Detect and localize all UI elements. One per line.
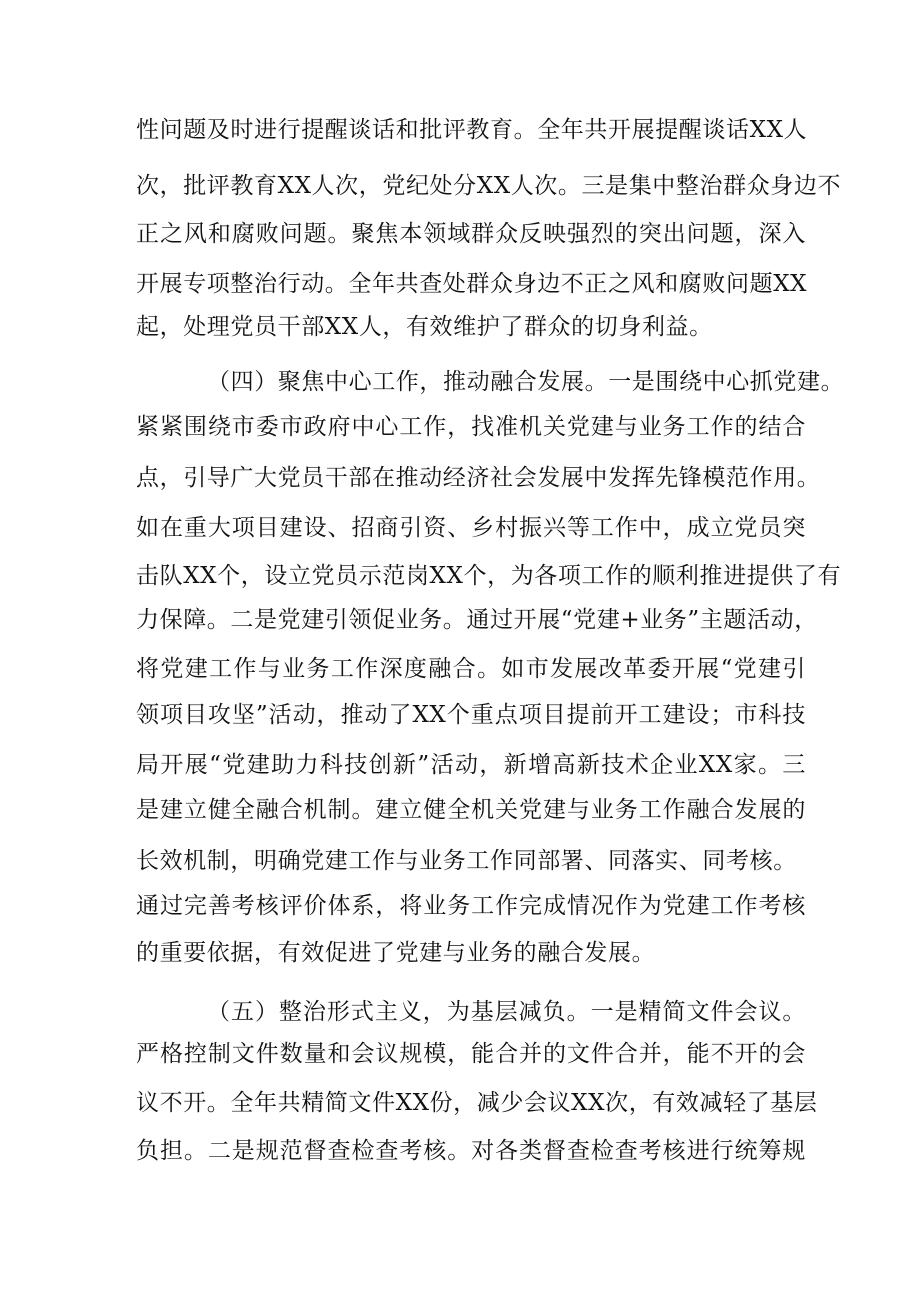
paragraph-line: 点，引导广大党员干部在推动经济社会发展中发挥先锋模范作用。 <box>136 465 821 491</box>
paragraph-line: 的重要依据，有效促进了党建与业务的融合发展。 <box>136 940 656 966</box>
paragraph-line: 起，处理党员干部XX人，有效维护了群众的切身利益。 <box>136 314 713 340</box>
section-heading-five: （五）整治形式主义，为基层减负。一是精简文件会议。 <box>207 999 806 1025</box>
paragraph-line: 如在重大项目建设、招商引资、乡村振兴等工作中，成立党员突 <box>136 515 806 541</box>
paragraph-line: 通过完善考核评价体系，将业务工作完成情况作为党建工作考核 <box>136 893 806 919</box>
paragraph-line: 严格控制文件数量和会议规模，能合并的文件合并，能不开的会 <box>136 1041 806 1067</box>
section-heading-four: （四）聚焦中心工作，推动融合发展。一是围绕中心抓党建。 <box>207 369 845 395</box>
paragraph-line: 局开展“党建助力科技创新”活动，新增高新技术企业XX家。三 <box>136 752 806 778</box>
paragraph-line: 性问题及时进行提醒谈话和批评教育。全年共开展提醒谈话XX人 <box>136 117 808 143</box>
paragraph-line: 力保障。二是党建引领促业务。通过开展“党建+业务”主题活动， <box>136 607 818 633</box>
paragraph-line: 击队XX个，设立党员示范岗XX个，为各项工作的顺利推进提供了有 <box>136 563 842 589</box>
paragraph-line: 议不开。全年共精简文件XX份，减少会议XX次，有效减轻了基层 <box>136 1090 818 1116</box>
paragraph-line: 开展专项整治行动。全年共查处群众身边不正之风和腐败问题XX <box>136 271 808 297</box>
paragraph-line: 将党建工作与业务工作深度融合。如市发展改革委开展“党建引 <box>136 656 806 682</box>
paragraph-line: 领项目攻坚”活动，推动了XX个重点项目提前开工建设；市科技 <box>136 702 806 728</box>
paragraph-line: 正之风和腐败问题。聚焦本领域群众反映强烈的突出问题，深入 <box>136 221 806 247</box>
paragraph-line: 负担。二是规范督查检查考核。对各类督查检查考核进行统筹规 <box>136 1138 806 1164</box>
paragraph-line: 紧紧围绕市委市政府中心工作，找准机关党建与业务工作的结合 <box>136 414 806 440</box>
paragraph-line: 长效机制，明确党建工作与业务工作同部署、同落实、同考核。 <box>136 848 797 874</box>
paragraph-line: 次，批评教育XX人次，党纪处分XX人次。三是集中整治群众身边不 <box>136 173 842 199</box>
paragraph-line: 是建立健全融合机制。建立健全机关党建与业务工作融合发展的 <box>136 797 806 823</box>
